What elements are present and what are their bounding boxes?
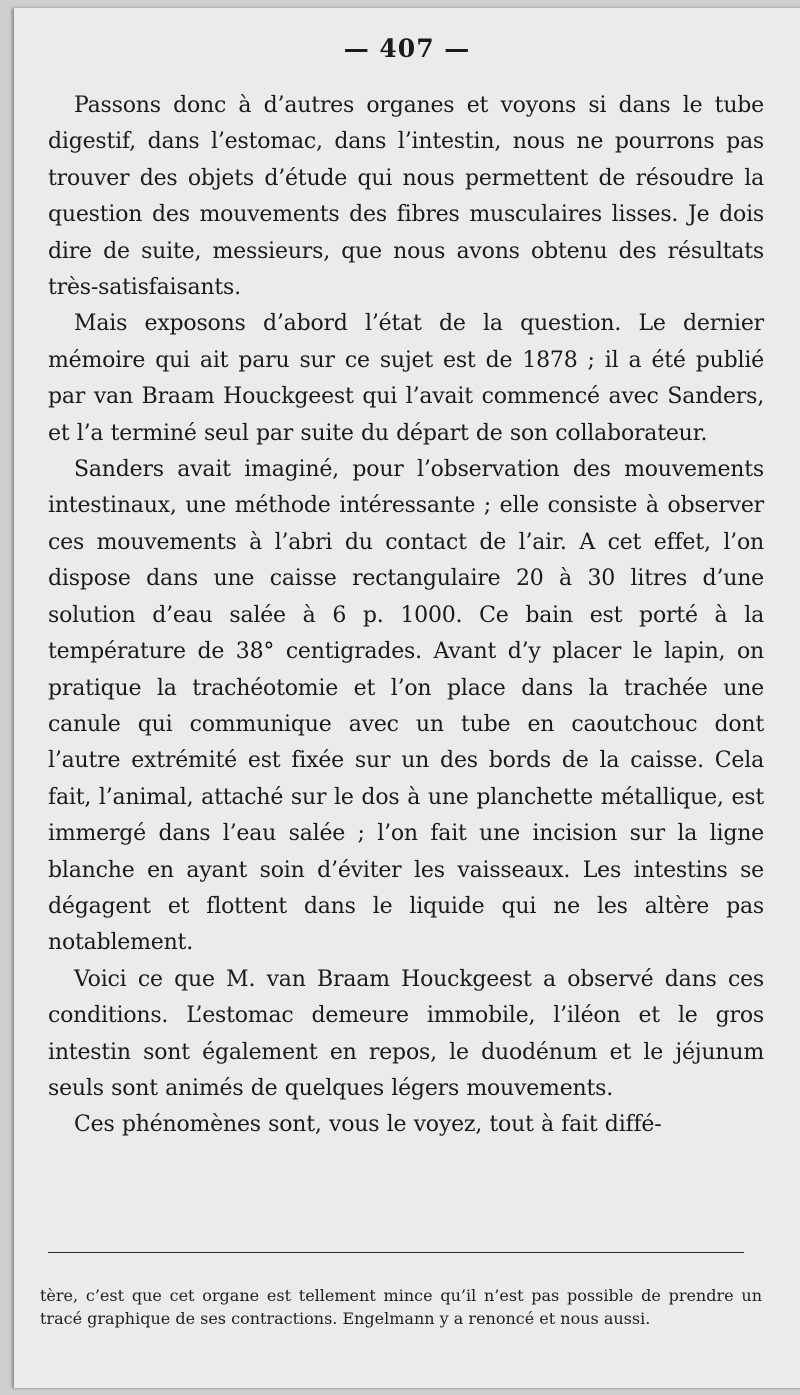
main-text bbox=[48, 88, 764, 1144]
paragraph-1: Passons donc à d’autres organes et voyons si dans le tube digestif, dans l’estomac, dans l’intestin, nous ne pourrons pas trouver des objets d’étude qui nous permettent de résoudre la question des mouvements des fibres musculaires lisses. Je dois dire de suite, messieurs, que nous avons obtenu des résultats très-satisfaisants. bbox=[48, 93, 764, 301]
footnote-text: tère, c’est que cet organe est tellement mince qu’il n’est pas possible de prendre un tracé graphique de ses contractions. Engelmann y a renoncé et nous aussi. bbox=[40, 1286, 762, 1328]
paragraph-5: Ces phénomènes sont, vous le voyez, tout à fait diffé- bbox=[74, 1112, 662, 1138]
page-number: — 407 — bbox=[343, 34, 471, 63]
footnote bbox=[40, 1284, 762, 1330]
paragraph-4: Voici ce que M. van Braam Houckgeest a observé dans ces conditions. L’estomac demeure immobile, l’iléon et le gros intestin sont également en repos, le duodénum et le jéjunum seuls sont animés de quelques légers mouvements. bbox=[48, 966, 764, 1101]
book-page bbox=[14, 8, 800, 1388]
footnote-divider bbox=[48, 1252, 744, 1253]
paragraph-3: Sanders avait imaginé, pour l’observation des mouvements intestinaux, une méthode intéressante ; elle consiste à observer ces mouvements à l’abri du contact de l’air. A cet effet, l’on dispose dans une caisse rectangulaire 20 à 30 litres d’une solution d’eau salée à 6 p. 1000. Ce bain est porté à la température de 38° centigrades. Avant d’y placer le lapin, on pratique la trachéotomie et l’on place dans la trachée une canule qui communique avec un tube en caoutchouc dont l’autre extrémité est fixée sur un des bords de la caisse. Cela fait, l’animal, attaché sur le dos à une planchette métallique, est immergé dans l’eau salée ; l’on fait une incision sur la ligne blanche en ayant soin d’éviter les vaisseaux. Les intestins se dégagent et flottent dans le liquide qui ne les altère pas notablement. bbox=[48, 457, 764, 956]
paragraph-2: Mais exposons d’abord l’état de la question. Le dernier mémoire qui ait paru sur ce sujet est de 1878 ; il a été publié par van Braam Houckgeest qui l’avait commencé avec Sanders, et l’a terminé seul par suite du départ de son collaborateur. bbox=[48, 311, 764, 446]
